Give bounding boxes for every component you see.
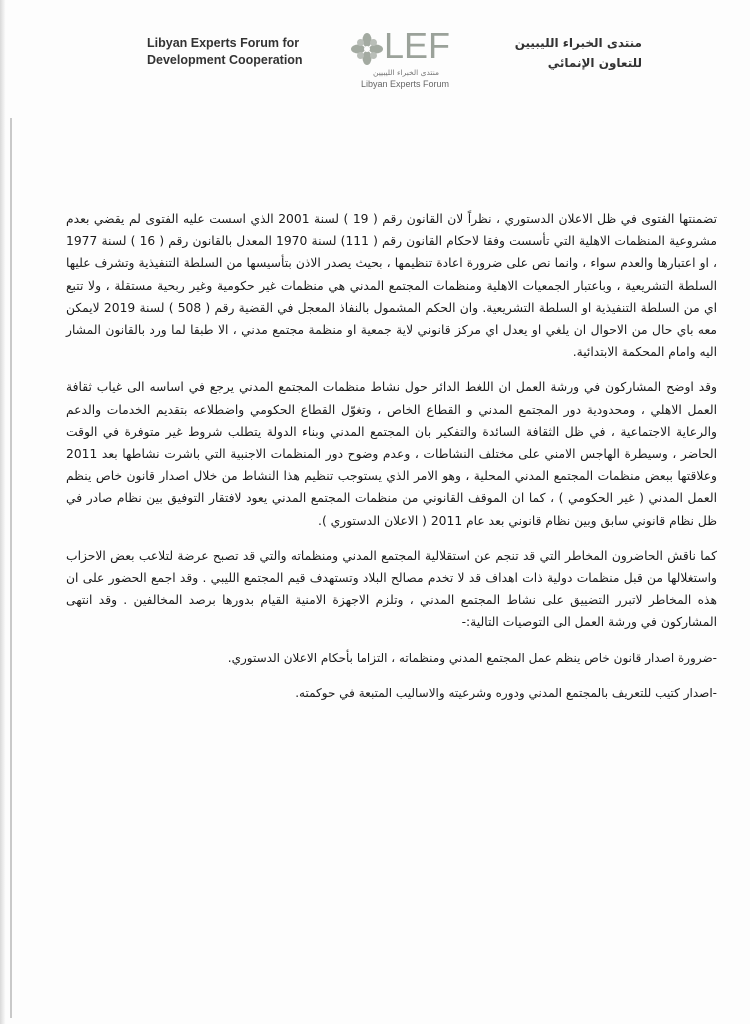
paragraph-3: كما ناقش الحاضرون المخاطر التي قد تنجم عن استقلالية المجتمع المدني ومنظماته والتي قد تصبح عرضة لتلاعب بعض الاحزاب واستغلالها من قبل منظمات دولية ذات اهداف قد لا تخدم مصالح البلاد وتستهدف قيم المجتمع الليبي . وقد اجمع الحضور على ان هذه المخاطر لاتبرر التضييق على نشاط المجتمع المدني ، وتلزم الاجهزة الامنية القيام بدورها برصد المخالفين . وقد انتهى المشاركون في ورشة العمل الى التوصيات التالية:- xyxy=(66,548,717,630)
org-name-english xyxy=(147,35,303,69)
org-name-arabic-line1: منتدى الخبراء الليبيين xyxy=(514,36,642,50)
recommendation-2: -اصدار كتيب للتعريف بالمجتمع المدني ودوره وشرعيته والاساليب المتبعة في حوكمته. xyxy=(295,685,717,700)
paragraph-1: تضمنتها الفتوى في ظل الاعلان الدستوري ، نظراً لان القانون رقم ( 19 ) لسنة 2001 الذي اسست عليه الفتوى لم يقضي بعدم مشروعية المنظمات الاهلية التي تأسست وفقا لاحكام القانون رقم ( 111) لسنة 1970 المعدل بالقانون رقم ( 16 ) لسنة 1977 ، او اعتبارها والعدم سواء ، وانما نص على ضرورة اعادة تنظيمها ، بحيث يصدر الاذن بتأسيسها من السلطة التنفيذية وتشرف عليها السلطة التشريعية ، وباعتبار الجمعيات الاهلية ومنظمات المجتمع المدني هي منظمات غير حكومية وغير ربحية مستقلة ، ولا تتبع اي من السلطة التنفيذية او السلطة التشريعية. وان الحكم المشمول بالنفاذ المعجل في القضية رقم ( 508 ) لسنة 2019 لايمكن معه باي حال من الاحوال ان يلغي او يعدل اي مركز قانوني لاية جمعية او منظمة مجتمع مدني ، الا طبقا لما ورد بالقانون المشار اليه وامام المحكمة الابتدائية. xyxy=(66,212,718,360)
logo-arabic-caption: منتدى الخبراء الليبيين xyxy=(373,68,439,77)
document-body xyxy=(66,208,717,717)
page-edge-shadow xyxy=(0,0,6,1024)
paragraph-2: وقد اوضح المشاركون في ورشة العمل ان اللغط الدائر حول نشاط منظمات المجتمع المدني يرجع في اساسه الى غياب ثقافة العمل الاهلي ، ومحدودية دور المجتمع المدني و القطاع الخاص ، وتغوّل القطاع الحكومي واضطلاعه بتقديم الخدمات والدعم والرعاية الاجتماعية ، في ظل الثقافة السائدة والتفكير بان المجتمع المدني وبناء الدولة يتطلب شروط غير متوفرة في الوقت الحاضر ، وسيطرة الهاجس الامني على مختلف النشاطات ، وعدم وضوح دور المنظمات الاجنبية التي باشرت نشاطها بعد 2011 وعلاقتها ببعض منظمات المجتمع المدني المحلية ، وهو الامر الذي يستوجب تنظيم هذا النشاط من خلال اصدار قانون خاص ينظم العمل المدني ( غير الحكومي ) ، كما ان الموقف القانوني من منظمات المجتمع المدني يعود لافتقار التوفيق بين نظام صادر في ظل نظام قانوني سابق وبين نظام قانوني بعد عام 2011 ( الاعلان الدستوري ). xyxy=(66,380,717,528)
logo-wordmark: LEF xyxy=(384,25,451,66)
logo-english-caption: Libyan Experts Forum xyxy=(360,79,450,89)
org-name-english-line2: Development Cooperation xyxy=(147,53,303,67)
letterhead xyxy=(0,0,750,110)
org-name-arabic xyxy=(515,33,642,73)
org-name-arabic-line2: للتعاون الإنمائي xyxy=(547,56,642,70)
lef-logo xyxy=(350,25,460,95)
recommendation-1: -ضرورة اصدار قانون خاص ينظم عمل المجتمع المدني ومنظماته ، التزاما بأحكام الاعلان الدستوري. xyxy=(227,650,717,665)
org-name-english-line1: Libyan Experts Forum for xyxy=(147,36,300,50)
lef-flower-icon xyxy=(350,32,384,66)
scan-margin-line xyxy=(10,118,12,1018)
